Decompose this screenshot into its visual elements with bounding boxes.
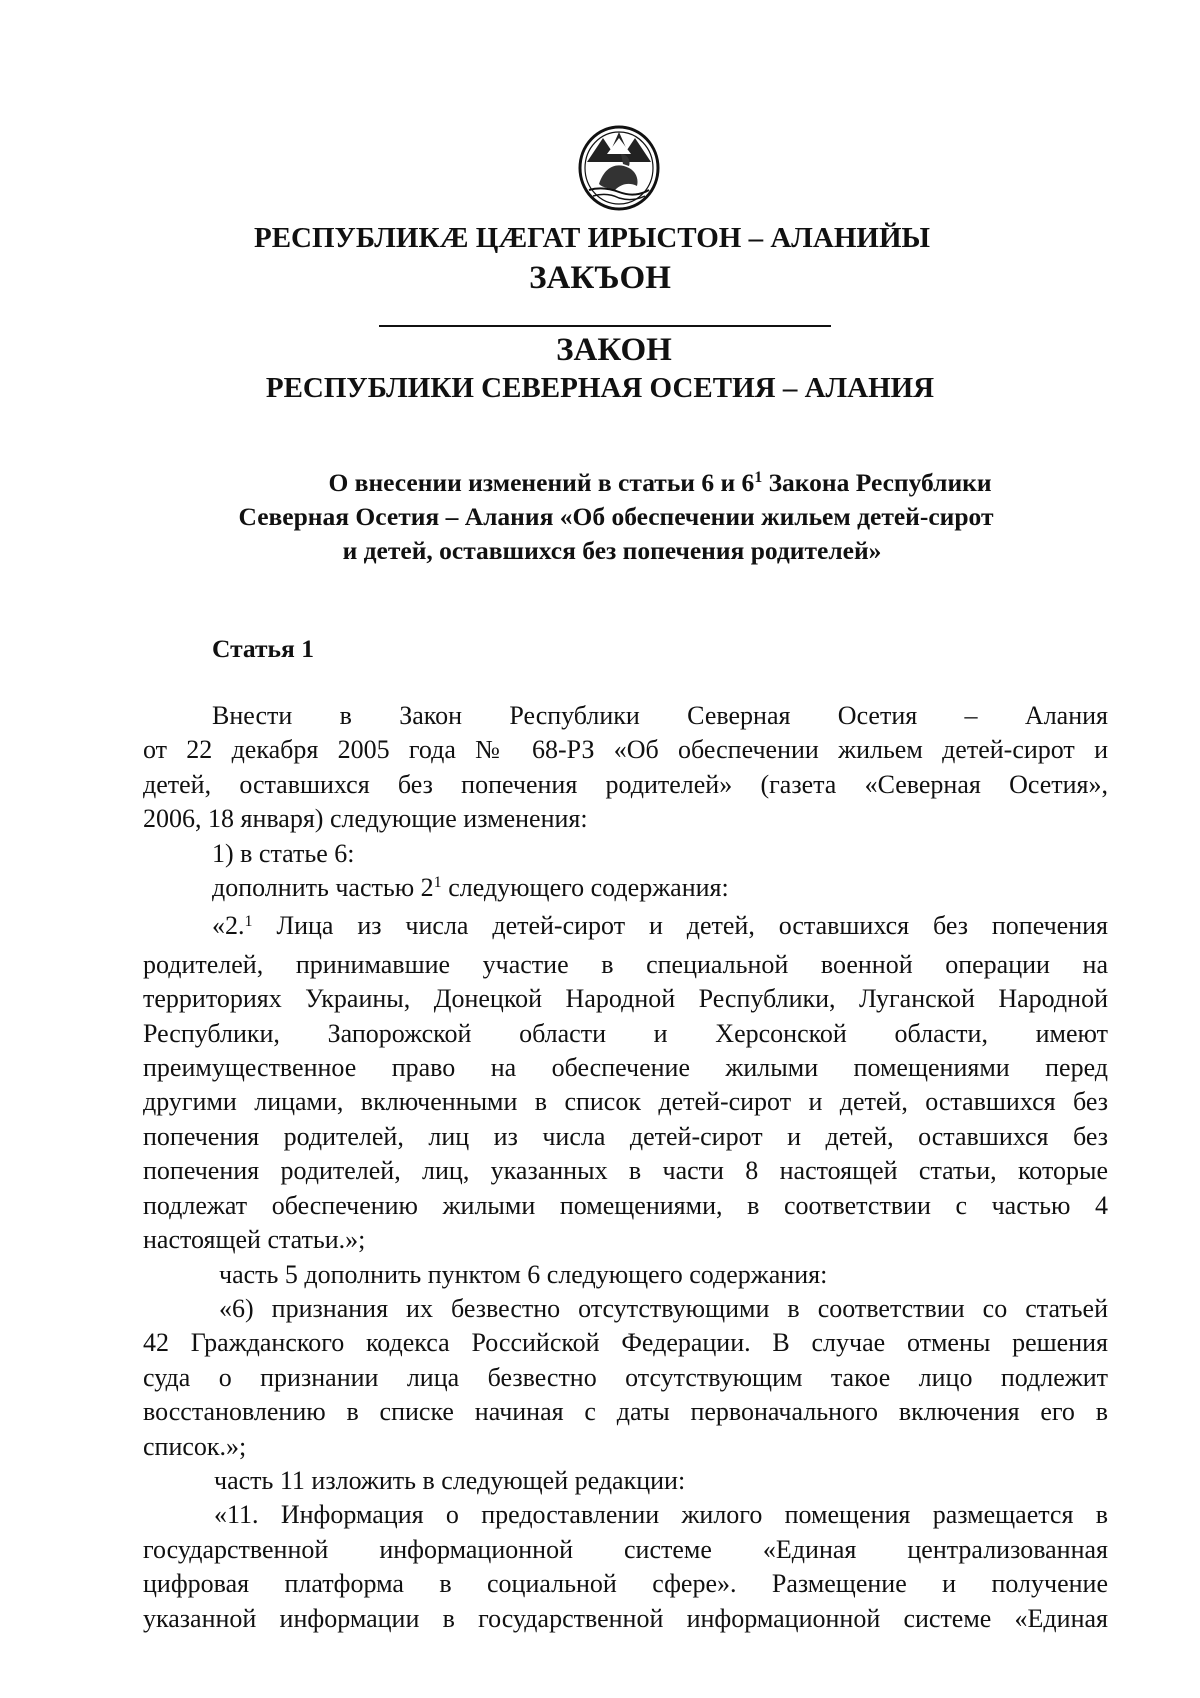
body-line: 1) в статье 6: bbox=[212, 838, 355, 868]
russian-republic-name: РЕСПУБЛИКИ СЕВЕРНАЯ ОСЕТИЯ – АЛАНИЯ bbox=[265, 372, 935, 404]
body-line: территориях Украины, Донецкой Народной Республики, Луганской Народной bbox=[143, 984, 1108, 1014]
body-line: другими лицами, включенными в список детей-сирот и детей, оставшихся без bbox=[143, 1087, 1108, 1117]
russian-law-label: ЗАКОН bbox=[556, 332, 672, 368]
body-line: 42 Гражданского кодекса Российской Федерации. В случае отмены решения bbox=[143, 1328, 1108, 1358]
article-body bbox=[143, 699, 1108, 1636]
body-line: часть 5 дополнить пунктом 6 следующего содержания: bbox=[219, 1259, 828, 1289]
document-title-line-2: Северная Осетия – Алания «Об обеспечении жильем детей-сирот bbox=[238, 502, 994, 531]
document-title-line-3: и детей, оставшихся без попечения родителей» bbox=[342, 536, 882, 565]
body-line: Внести в Закон Республики Северная Осетия – Алания bbox=[212, 701, 1108, 730]
body-line: указанной информации в государственной информационной системе «Единая bbox=[143, 1603, 1108, 1633]
body-line: от 22 декабря 2005 года № 68-РЗ «Об обеспечении жильем детей-сирот и bbox=[143, 735, 1108, 765]
body-line: часть 11 изложить в следующей редакции: bbox=[214, 1465, 686, 1495]
body-line: подлежат обеспечению жилыми помещениями, в соответствии с частью 4 bbox=[143, 1190, 1108, 1220]
body-line: список.»; bbox=[143, 1431, 247, 1461]
body-line: цифровая платформа в социальной сфере». Размещение и получение bbox=[143, 1569, 1108, 1599]
ossetian-republic-name: РЕСПУБЛИКÆ ЦÆГАТ ИРЫСТОН – АЛАНИЙЫ bbox=[254, 222, 930, 254]
body-line: родителей, принимавшие участие в специальной военной операции на bbox=[143, 949, 1108, 979]
superscript: 1 bbox=[433, 874, 442, 892]
superscript: 1 bbox=[244, 912, 253, 930]
ossetian-law-label: ЗАКЪОН bbox=[529, 260, 671, 296]
body-line: Республики, Запорожской области и Херсонской области, имеют bbox=[143, 1018, 1108, 1048]
body-line: 2006, 18 января) следующие изменения: bbox=[143, 804, 588, 834]
body-line: дополнить частью $2^1$ следующего содержания: bbox=[212, 873, 729, 903]
body-line: попечения родителей, лиц из числа детей-сирот и детей, оставшихся без bbox=[143, 1121, 1108, 1151]
body-line: попечения родителей, лиц, указанных в части 8 настоящей статьи, которые bbox=[143, 1156, 1108, 1186]
body-line: «6) признания их безвестно отсутствующими в соответствии со статьей bbox=[219, 1293, 1108, 1323]
body-line: государственной информационной системе «Единая централизованная bbox=[143, 1534, 1108, 1564]
body-line: детей, оставшихся без попечения родителей» (газета «Северная Осетия», bbox=[143, 769, 1108, 799]
header-divider bbox=[379, 325, 831, 327]
body-line: настоящей статьи.»; bbox=[143, 1225, 366, 1255]
body-line: преимущественное право на обеспечение жилыми помещениями перед bbox=[143, 1053, 1108, 1083]
body-line: «2.$^1$ Лица из числа детей-сирот и детей, оставшихся без попечения bbox=[212, 911, 1108, 941]
body-line: «11. Информация о предоставлении жилого помещения размещается в bbox=[214, 1500, 1108, 1530]
coat-of-arms-emblem-icon bbox=[577, 124, 661, 212]
body-line: суда о признании лица безвестно отсутствующим такое лицо подлежит bbox=[143, 1362, 1108, 1392]
superscript: 1 bbox=[754, 469, 763, 487]
article-heading: Статья 1 bbox=[212, 634, 314, 663]
document-title-line-1: О внесении изменений в статьи 6 и $6^1$ Закона Республики bbox=[328, 468, 992, 497]
body-line: восстановлению в списке начиная с даты первоначального включения его в bbox=[143, 1397, 1108, 1427]
